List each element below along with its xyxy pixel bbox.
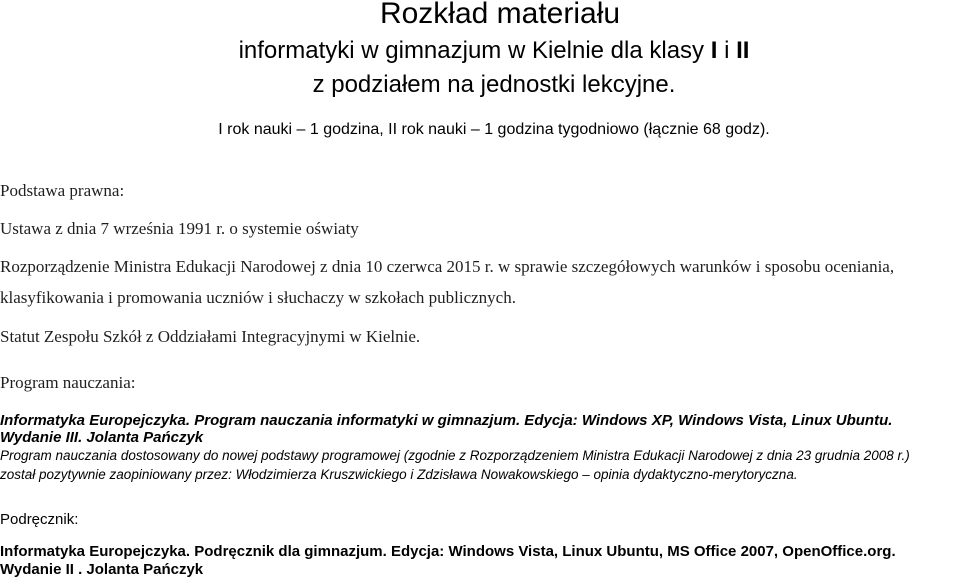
program-label: Program nauczania: <box>0 373 136 392</box>
document-subtitle-line2: z podziałem na jednostki lekcyjne. <box>312 71 676 98</box>
program-title-line2: Wydanie III. Jolanta Pańczyk <box>0 429 204 446</box>
class-two: II <box>736 37 750 64</box>
document-title: Rozkład materiału <box>379 0 621 30</box>
regulation-line2: klasyfikowania i promowania uczniów i słuchaczy w szkołach publicznych. <box>0 288 516 307</box>
textbook-label: Podręcznik: <box>0 511 79 528</box>
statute: Statut Zespołu Szkół z Oddziałami Integracyjnymi w Kielnie. <box>0 327 421 346</box>
textbook-title-line2: Wydanie II . Jolanta Pańczyk <box>0 561 204 578</box>
program-title-line1: Informatyka Europejczyka. Program nauczania informatyki w gimnazjum. Edycja: Windows XP, Windows Vista, Linux Ubuntu. <box>0 412 893 429</box>
class-one: I <box>710 37 718 64</box>
program-desc-line2: został pozytywnie zaopiniowany przez: Włodzimierza Kruszwickiego i Zdzisława Nowakowskiego – opinia dydaktyczno-merytoryczna. <box>0 467 798 482</box>
legal-basis-label: Podstawa prawna: <box>0 181 125 200</box>
program-desc-line1: Program nauczania dostosowany do nowej podstawy programowej (zgodnie z Rozporządzeniem Ministra Edukacji Narodowej z dnia 23 grudnia 2008 r.) <box>0 448 910 463</box>
textbook-title-line1: Informatyka Europejczyka. Podręcznik dla gimnazjum. Edycja: Windows Vista, Linux Ubuntu, MS Office 2007, OpenOffice.org. <box>0 543 896 560</box>
subtitle-and: i <box>717 37 737 64</box>
document-subtitle-line1 <box>0 36 960 66</box>
hours-info: I rok nauki – 1 godzina, II rok nauki – 1 godzina tygodniowo (łącznie 68 godz). <box>218 121 770 138</box>
subtitle-prefix: informatyki w gimnazjum w Kielnie dla klasy <box>238 37 711 64</box>
regulation-line1: Rozporządzenie Ministra Edukacji Narodowej z dnia 10 czerwca 2015 r. w sprawie szczegółowych warunków i sposobu oceniania, <box>0 257 895 276</box>
legal-act: Ustawa z dnia 7 września 1991 r. o systemie oświaty <box>0 219 359 238</box>
